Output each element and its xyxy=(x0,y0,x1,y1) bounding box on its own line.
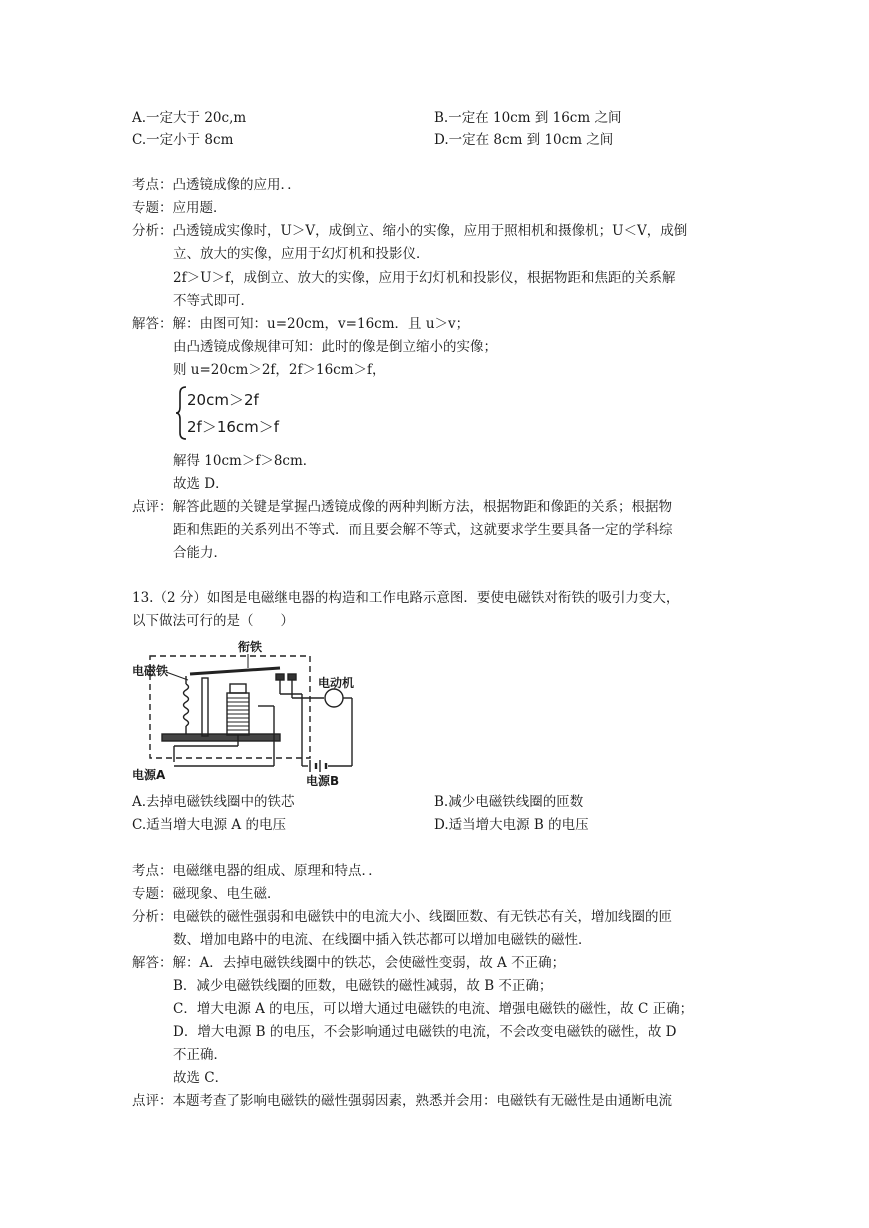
option-a: A.一定大于 20c,m xyxy=(132,110,247,126)
q13-option-a: A.去掉电磁铁线圈中的铁芯 xyxy=(132,794,295,810)
relay-circuit-figure xyxy=(130,638,360,788)
fenxi-line: 立、放大的实像，应用于幻灯机和投影仪． xyxy=(173,246,430,262)
label-source-b: 电源B xyxy=(306,774,340,788)
fenxi-line: 2f＞U＞f，成倒立、放大的实像，应用于幻灯机和投影仪，根据物距和焦距的关系解 xyxy=(173,270,676,286)
q13-fenxi-line: 分析：电磁铁的磁性强弱和电磁铁中的电流大小、线圈匝数、有无铁芯有关，增加线圈的匝 xyxy=(132,909,672,925)
q13-jieda-line: 不正确． xyxy=(173,1047,227,1063)
option-d: D.一定在 8cm 到 10cm 之间 xyxy=(434,132,614,148)
q13-option-c: C.适当增大电源 A 的电压 xyxy=(132,817,286,833)
q13-jieda-line: 解答：解：A．去掉电磁铁线圈中的铁芯，会使磁性变弱，故 A 不正确； xyxy=(132,955,566,971)
q13-jieda-choice: 故选 C． xyxy=(173,1070,229,1086)
label-source-a: 电源A xyxy=(132,768,166,782)
label-electromagnet: 电磁铁 xyxy=(132,664,169,678)
q13-option-d: D.适当增大电源 B 的电压 xyxy=(434,817,589,833)
jieda-line: 由凸透镜成像规律可知：此时的像是倒立缩小的实像； xyxy=(173,339,497,355)
inequality-system xyxy=(175,385,315,441)
q13-kaodian: 考点：电磁继电器的组成、原理和特点．． xyxy=(132,863,382,879)
dianping-line: 距和焦距的关系列出不等式．而且要会解不等式，这就要求学生要具备一定的学科综 xyxy=(173,522,673,538)
option-c: C.一定小于 8cm xyxy=(132,132,234,148)
label-motor: 电动机 xyxy=(318,676,355,690)
kaodian-text: 考点：凸透镜成像的应用．． xyxy=(132,177,301,193)
fenxi-line: 分析：凸透镜成实像时，U＞V，成倒立、缩小的实像，应用于照相机和摄像机；U＜V，成倒 xyxy=(132,223,688,239)
question-13-stem: 以下做法可行的是（ ） xyxy=(132,613,294,629)
fenxi-line: 不等式即可． xyxy=(173,293,254,309)
q13-jieda-line: B．减少电磁铁线圈的匝数，电磁铁的磁性减弱，故 B 不正确； xyxy=(173,978,553,994)
option-b: B.一定在 10cm 到 16cm 之间 xyxy=(434,110,622,126)
jieda-line: 则 u=20cm＞2f，2f＞16cm＞f， xyxy=(173,362,386,378)
label-armature: 衔铁 xyxy=(238,640,263,654)
jieda-line: 解答：解：由图可知：u=20cm，v=16cm．且 u＞v； xyxy=(132,316,470,332)
equation-1: 20cm＞2f xyxy=(187,391,259,409)
q13-dianping: 点评：本题考查了影响电磁铁的磁性强弱因素，熟悉并会用：电磁铁有无磁性是由通断电流 xyxy=(132,1093,672,1109)
q13-zhuanti: 专题：磁现象、电生磁． xyxy=(132,886,281,902)
question-13-stem: 13.（2 分）如图是电磁继电器的构造和工作电路示意图．要使电磁铁对衔铁的吸引力变大， xyxy=(132,590,680,606)
q13-jieda-line: C．增大电源 A 的电压，可以增大通过电磁铁的电流、增强电磁铁的磁性，故 C 正确； xyxy=(173,1001,694,1017)
q13-jieda-line: D．增大电源 B 的电压，不会影响通过电磁铁的电流，不会改变电磁铁的磁性，故 D xyxy=(173,1024,677,1040)
jieda-result: 解得 10cm＞f＞8cm． xyxy=(173,453,317,469)
left-brace-icon xyxy=(175,385,187,441)
dianping-line: 点评：解答此题的关键是掌握凸透镜成像的两种判断方法，根据物距和像距的关系；根据物 xyxy=(132,499,672,515)
q13-option-b: B.减少电磁铁线圈的匝数 xyxy=(434,794,584,810)
q13-fenxi-line: 数、增加电路中的电流、在线圈中插入铁芯都可以增加电磁铁的磁性． xyxy=(173,932,592,948)
equation-2: 2f＞16cm＞f xyxy=(187,418,280,436)
zhuanti-text: 专题：应用题． xyxy=(132,200,227,216)
dianping-line: 合能力． xyxy=(173,545,227,561)
jieda-choice: 故选 D． xyxy=(173,476,229,492)
